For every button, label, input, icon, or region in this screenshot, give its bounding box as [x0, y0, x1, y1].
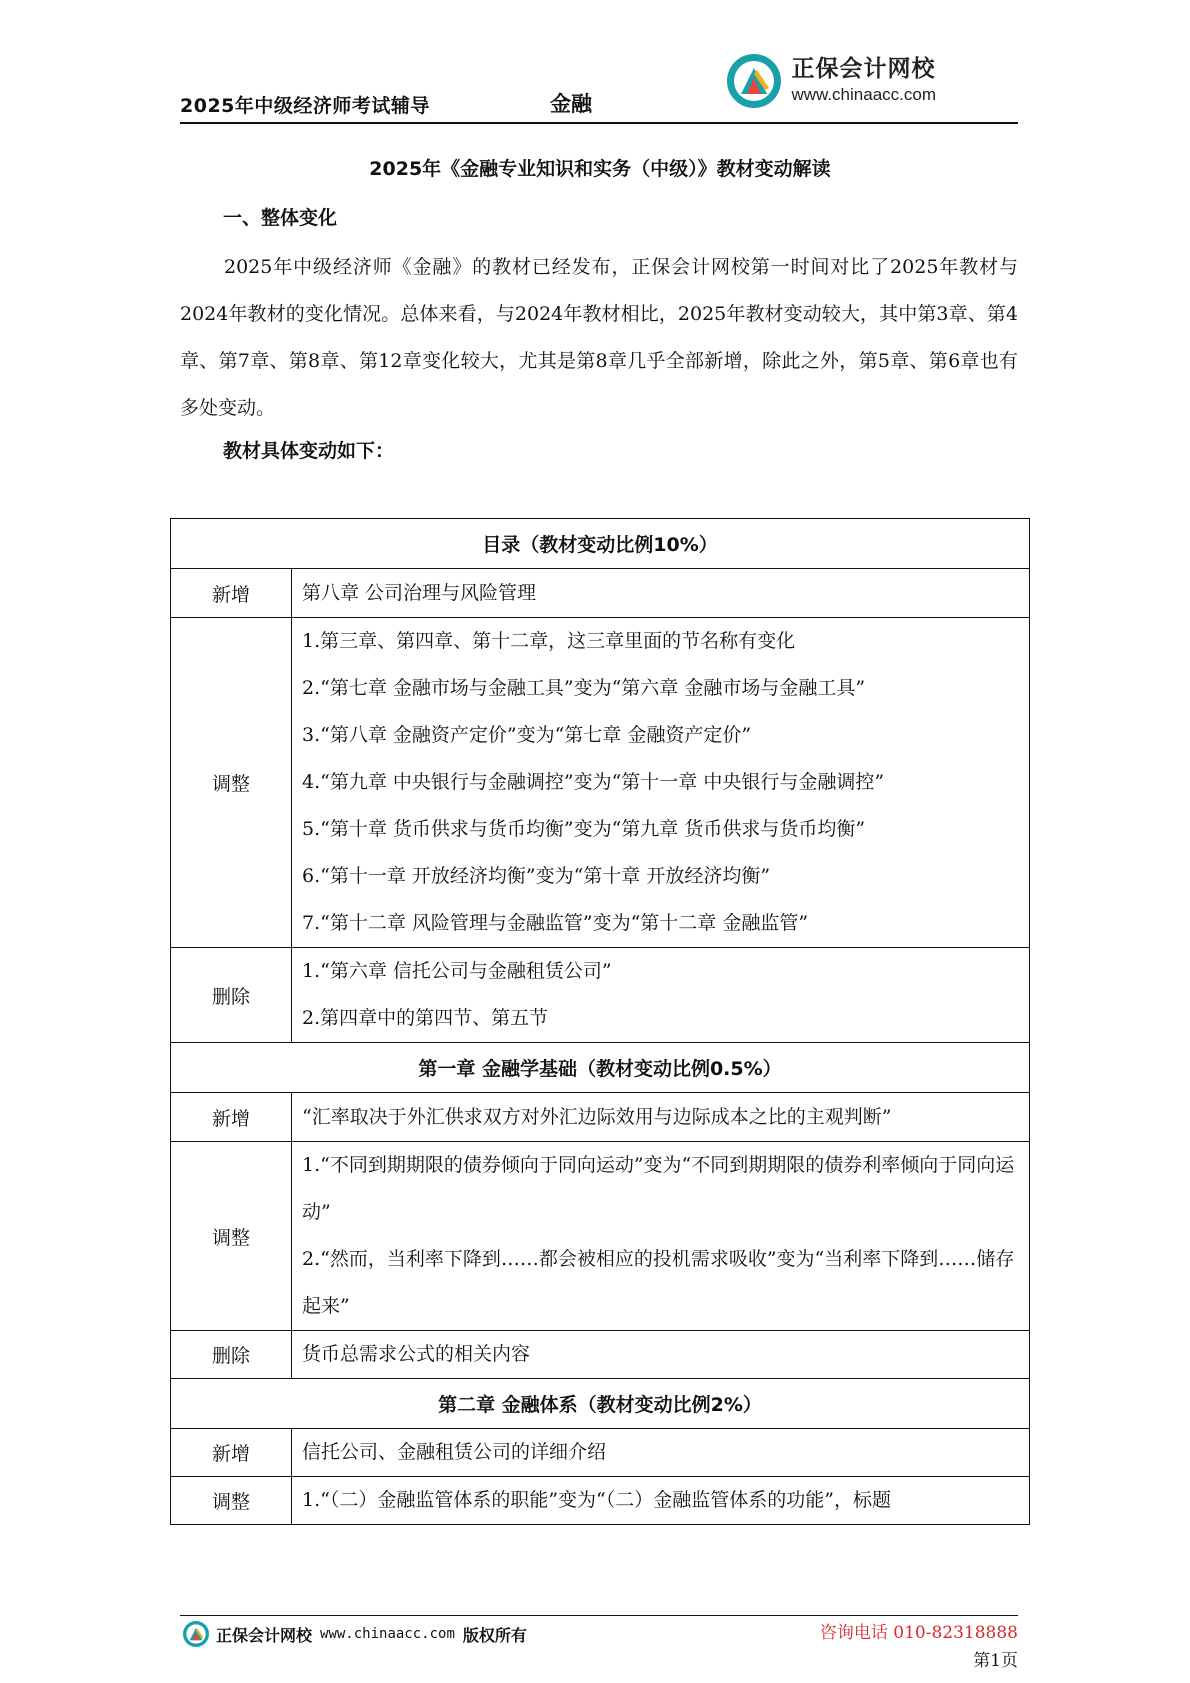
table-row [171, 618, 1030, 948]
category-label: 调整 [171, 1142, 292, 1331]
intro-paragraph: 2025年中级经济师《金融》的教材已经发布，正保会计网校第一时间对比了2025年教材与2024年教材的变化情况。总体来看，与2024年教材相比，2025年教材变动较大，其中第3章、第4章、第7章、第8章、第12章变化较大，尤其是第8章几乎全部新增，除此之外，第5章、第6章也有多处变动。 [180, 256, 1018, 419]
changes-table [170, 518, 1030, 1525]
toc-adjusted [292, 618, 1030, 948]
category-label: 新增 [171, 1093, 292, 1142]
table-row [171, 1379, 1030, 1429]
footer-phone: 咨询电话 010-82318888 [819, 1623, 1018, 1643]
page-header [180, 52, 1018, 124]
toc-deleted [292, 948, 1030, 1043]
document-title: 2025年《金融专业知识和实务（中级）》教材变动解读 [369, 158, 831, 180]
list-item: 3.“第八章 金融资产定价”变为“第七章 金融资产定价” [302, 724, 752, 746]
category-label: 调整 [171, 618, 292, 948]
section-heading-overall: 一、整体变化 [223, 207, 338, 229]
header-course-title: 2025年中级经济师考试辅导 [180, 95, 430, 117]
header-logo[interactable] [725, 52, 936, 110]
table-row [171, 569, 1030, 618]
ch2-adjusted: 1.“（二）金融监管体系的职能”变为“（二）金融监管体系的功能”，标题 [292, 1477, 1030, 1525]
chinaacc-logo-icon [182, 1620, 210, 1648]
table-row [171, 1331, 1030, 1379]
ch1-added: “汇率取决于外汇供求双方对外汇边际效用与边际成本之比的主观判断” [292, 1093, 1030, 1142]
list-item: 1.“不同到期期限的债券倾向于同向运动”变为“不同到期期限的债券利率倾向于同向运动” [302, 1154, 1015, 1223]
changes-subheading: 教材具体变动如下： [223, 440, 395, 462]
footer-name: 正保会计网校 [216, 1625, 313, 1645]
list-item: 5.“第十章 货币供求与货币均衡”变为“第九章 货币供求与货币均衡” [302, 818, 866, 840]
ch1-heading: 第一章 金融学基础（教材变动比例0.5%） [171, 1043, 1030, 1093]
ch1-adjusted [292, 1142, 1030, 1331]
category-label: 新增 [171, 569, 292, 618]
list-item: 7.“第十二章 风险管理与金融监管”变为“第十二章 金融监管” [302, 912, 809, 934]
ch1-deleted: 货币总需求公式的相关内容 [292, 1331, 1030, 1379]
list-item: 2.“然而，当利率下降到……都会被相应的投机需求吸收”变为“当利率下降到……储存起来” [302, 1248, 1015, 1317]
list-item: 1.第三章、第四章、第十二章，这三章里面的节名称有变化 [302, 630, 796, 652]
list-item: 4.“第九章 中央银行与金融调控”变为“第十一章 中央银行与金融调控” [302, 771, 885, 793]
category-label: 新增 [171, 1429, 292, 1477]
footer-url[interactable]: www.chinaacc.com [320, 1626, 455, 1642]
footer-brand [182, 1620, 527, 1648]
table-row [171, 948, 1030, 1043]
category-label: 删除 [171, 1331, 292, 1379]
table-row [171, 1429, 1030, 1477]
table-row [171, 1093, 1030, 1142]
toc-heading: 目录（教材变动比例10%） [171, 519, 1030, 569]
table-row [171, 1142, 1030, 1331]
table-row [171, 519, 1030, 569]
table-row [171, 1477, 1030, 1525]
list-item: 2.“第七章 金融市场与金融工具”变为“第六章 金融市场与金融工具” [302, 677, 866, 699]
header-subject: 金融 [550, 92, 592, 116]
header-divider [180, 122, 1018, 124]
list-item: 2.第四章中的第四节、第五节 [302, 1007, 549, 1029]
list-item: 6.“第十一章 开放经济均衡”变为“第十章 开放经济均衡” [302, 865, 771, 887]
ch2-added: 信托公司、金融租赁公司的详细介绍 [292, 1429, 1030, 1477]
category-label: 删除 [171, 948, 292, 1043]
logo-url: www.chinaacc.com [791, 85, 936, 105]
logo-name: 正保会计网校 [791, 56, 936, 82]
category-label: 调整 [171, 1477, 292, 1525]
ch2-heading: 第二章 金融体系（教材变动比例2%） [171, 1379, 1030, 1429]
page-number: 第1页 [973, 1651, 1018, 1671]
chinaacc-logo-icon [725, 52, 783, 110]
toc-added: 第八章 公司治理与风险管理 [292, 569, 1030, 618]
footer-divider [180, 1615, 1018, 1616]
list-item: 1.“第六章 信托公司与金融租赁公司” [302, 960, 612, 982]
footer-copyright: 版权所有 [462, 1625, 527, 1645]
table-row [171, 1043, 1030, 1093]
